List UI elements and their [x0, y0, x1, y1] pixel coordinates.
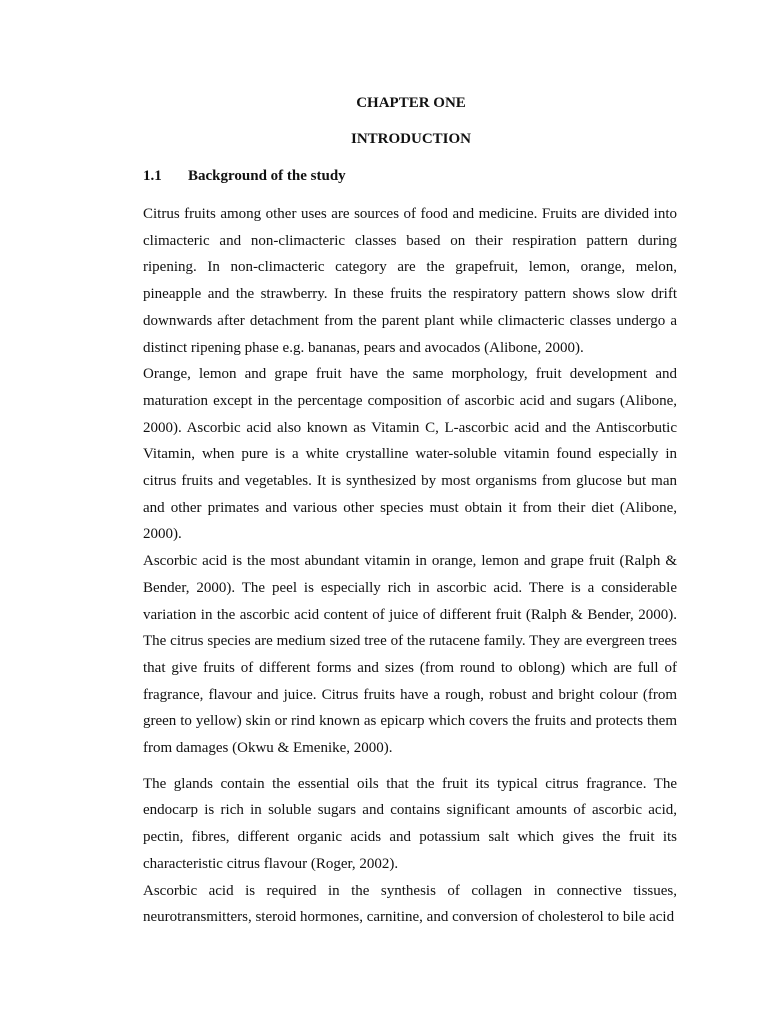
- section-title: Background of the study: [188, 168, 346, 184]
- paragraph: Citrus fruits among other uses are sources of food and medicine. Fruits are divided into climacteric and non-climacteric classes based on their respiration pattern during ripening. In non-climacteric category are the grapefruit, lemon, orange, melon, pineapple and the strawberry. In these fruits the respiratory pattern shows slow drift downwards after detachment from the parent plant while climacteric classes undergo a distinct ripening phase e.g. bananas, pears and avocados (Alibone, 2000).: [143, 206, 677, 356]
- chapter-subtitle: INTRODUCTION: [350, 131, 471, 147]
- section-heading: [143, 167, 346, 185]
- paragraph: Ascorbic acid is required in the synthesis of collagen in connective tissues, neurotransmitters, steroid hormones, carnitine, and conversion of cholesterol to bile acid: [143, 882, 677, 926]
- paragraph: Orange, lemon and grape fruit have the same morphology, fruit development and maturation except in the percentage composition of ascorbic acid and sugars (Alibone, 2000). Ascorbic acid also known as Vitamin C, L-ascorbic acid and the Antiscorbutic Vitamin, when pure is a white crystalline water-soluble vitamin found especially in citrus fruits and vegetables. It is synthesized by most organisms from glucose but man and other primates and various other species must obtain it from their diet (Alibone, 2000).: [143, 366, 677, 543]
- paragraph: Ascorbic acid is the most abundant vitamin in orange, lemon and grape fruit (Ralph & Bender, 2000). The peel is especially rich in ascorbic acid. There is a considerable variation in the ascorbic acid content of juice of different fruit (Ralph & Bender, 2000). The citrus species are medium sized tree of the rutacene family. They are evergreen trees that give fruits of different forms and sizes (from round to oblong) which are full of fragrance, flavour and juice. Citrus fruits have a rough, robust and bright colour (from green to yellow) skin or rind known as epicarp which covers the fruits and protects them from damages (Okwu & Emenike, 2000).: [143, 553, 677, 757]
- body-text: [143, 201, 677, 931]
- paragraph: The glands contain the essential oils that the fruit its typical citrus fragrance. The endocarp is rich in soluble sugars and contains significant amounts of ascorbic acid, pectin, fibres, different organic acids and potassium salt which gives the fruit its characteristic citrus flavour (Roger, 2002).: [143, 775, 677, 872]
- chapter-title: CHAPTER ONE: [356, 95, 466, 111]
- section-number: 1.1: [143, 168, 162, 184]
